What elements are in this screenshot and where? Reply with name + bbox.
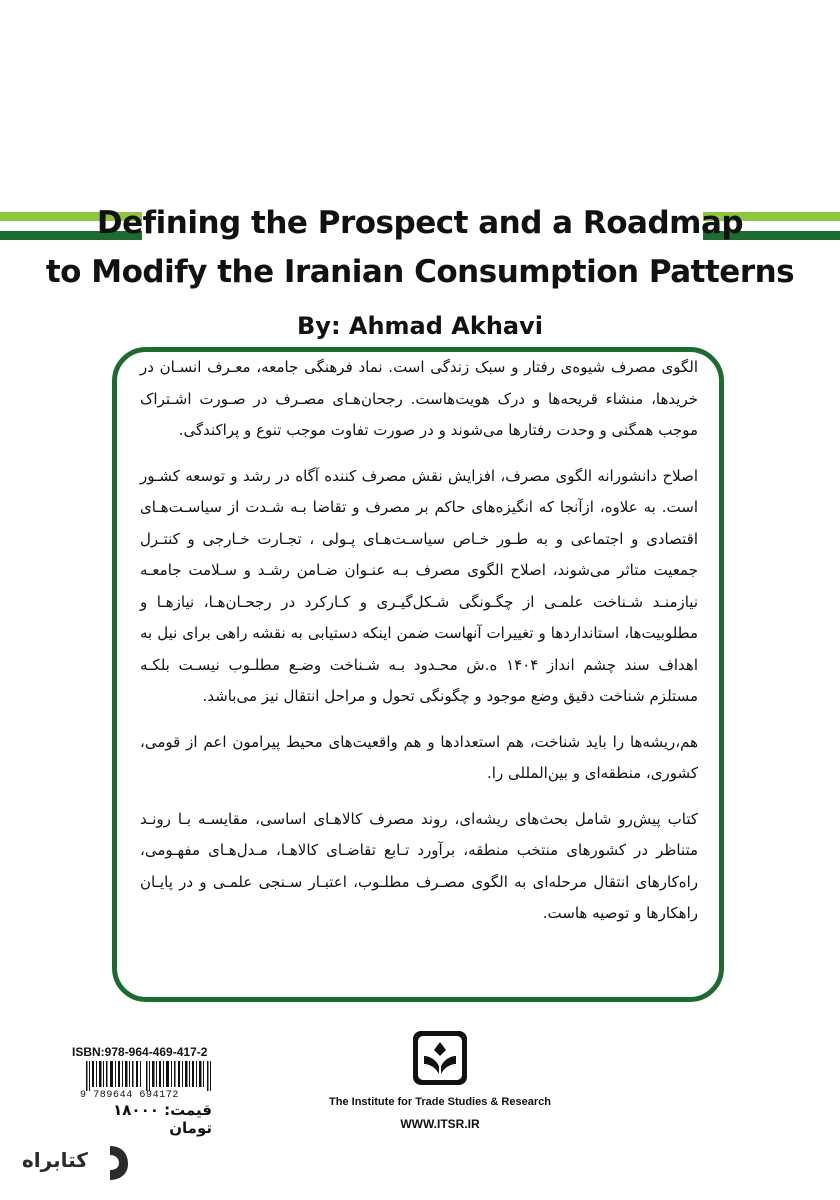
isbn-label: ISBN:978-964-469-417-2 xyxy=(72,1045,208,1059)
synopsis-paragraph-4: کتاب پیش‌رو شامل بحث‌های ریشه‌ای، روند مصرف کالاهـای اساسی، مقایسـه بـا رونـد متناظر در کشورهای منتخب منطقه، برآورد تـابع تقاضـای کالاهـا، مـدل‌هـای مفهـومی، راه‌کارهای انتقال مرحله‌ای به الگوی مصـرف مطلـوب، اعتبـار سـنجی علمـی و در پایـان راهکارها و توصیه هاست. xyxy=(140,809,698,922)
publisher-name: The Institute for Trade Studies & Research xyxy=(329,1096,551,1108)
barcode-icon xyxy=(86,1061,212,1091)
price-label: قیمت: ۱۸۰۰۰ تومان xyxy=(113,1101,212,1137)
synopsis-paragraph-3: هم،ریشه‌ها را باید شناخت، هم استعدادها و هم واقعیت‌های محیط پیرامون اعم از قومی، کشوری، منطقه‌ای و بین‌المللی را. xyxy=(140,732,698,782)
ketabrah-watermark-text: کتابراه xyxy=(22,1148,88,1172)
author-name: By: Ahmad Akhavi xyxy=(297,312,543,340)
publisher-logo-icon xyxy=(412,1030,468,1086)
synopsis-paragraph-1: الگوی مصرف شیوه‌ی رفتار و سبک زندگی است. نماد فرهنگی جامعه، معـرف انسـان در خریدها، منشاء قریحه‌ها و درک هویت‌هاست. رجحان‌هـای مصـرف در صـورت اشـتراک موجب همگنی و وحدت رفتارها می‌شوند و در صورت تفاوت موجب تنوع و پراکندگی. xyxy=(140,358,698,439)
barcode-digits: 9 789644 694172 xyxy=(80,1090,180,1101)
book-title-line1: Defining the Prospect and a Roadmap xyxy=(96,205,744,241)
synopsis-text xyxy=(140,352,698,944)
synopsis-paragraph-2: اصلاح دانشورانه الگوی مصرف، افزایش نقش مصرف کننده آگاه در رشد و توسعه کشـور است. به علاوه، ازآنجا که انگیزه‌های حاکم بر مصرف و تقاضا بـه شـدت از سیاسـت‌هـای اقتصادی و اجتماعی و به طـور خـاص سیاسـت‌هـای پـولی ، تجـارت خـارجی و کنتـرل جمعیت متاثر می‌شوند، اصلاح الگوی مصرف بـه عنـوان ضـامن رشـد و سـلامت جامعـه نیازمنـد شـناخت علمـی از چگـونگی شـکل‌گیـری و کـارکرد در رجحـان‌هـا، نیازهـا و مطلوبیت‌ها، استانداردها و تغییرات آنهاست ضمن اینکه دستیابی به نقشه راهی برای نیل به اهداف سند چشم انداز ۱۴۰۴ ه.ش محـدود بـه شـناخت وضـع مطلـوب نیسـت بلکـه مستلزم شناخت دقیق وضع موجود و چگونگی تحول و مراحل انتقال نیز می‌باشد. xyxy=(140,466,698,705)
book-title-line2: to Modify the Iranian Consumption Patterns xyxy=(45,254,795,290)
publisher-website: WWW.ITSR.IR xyxy=(400,1117,480,1131)
